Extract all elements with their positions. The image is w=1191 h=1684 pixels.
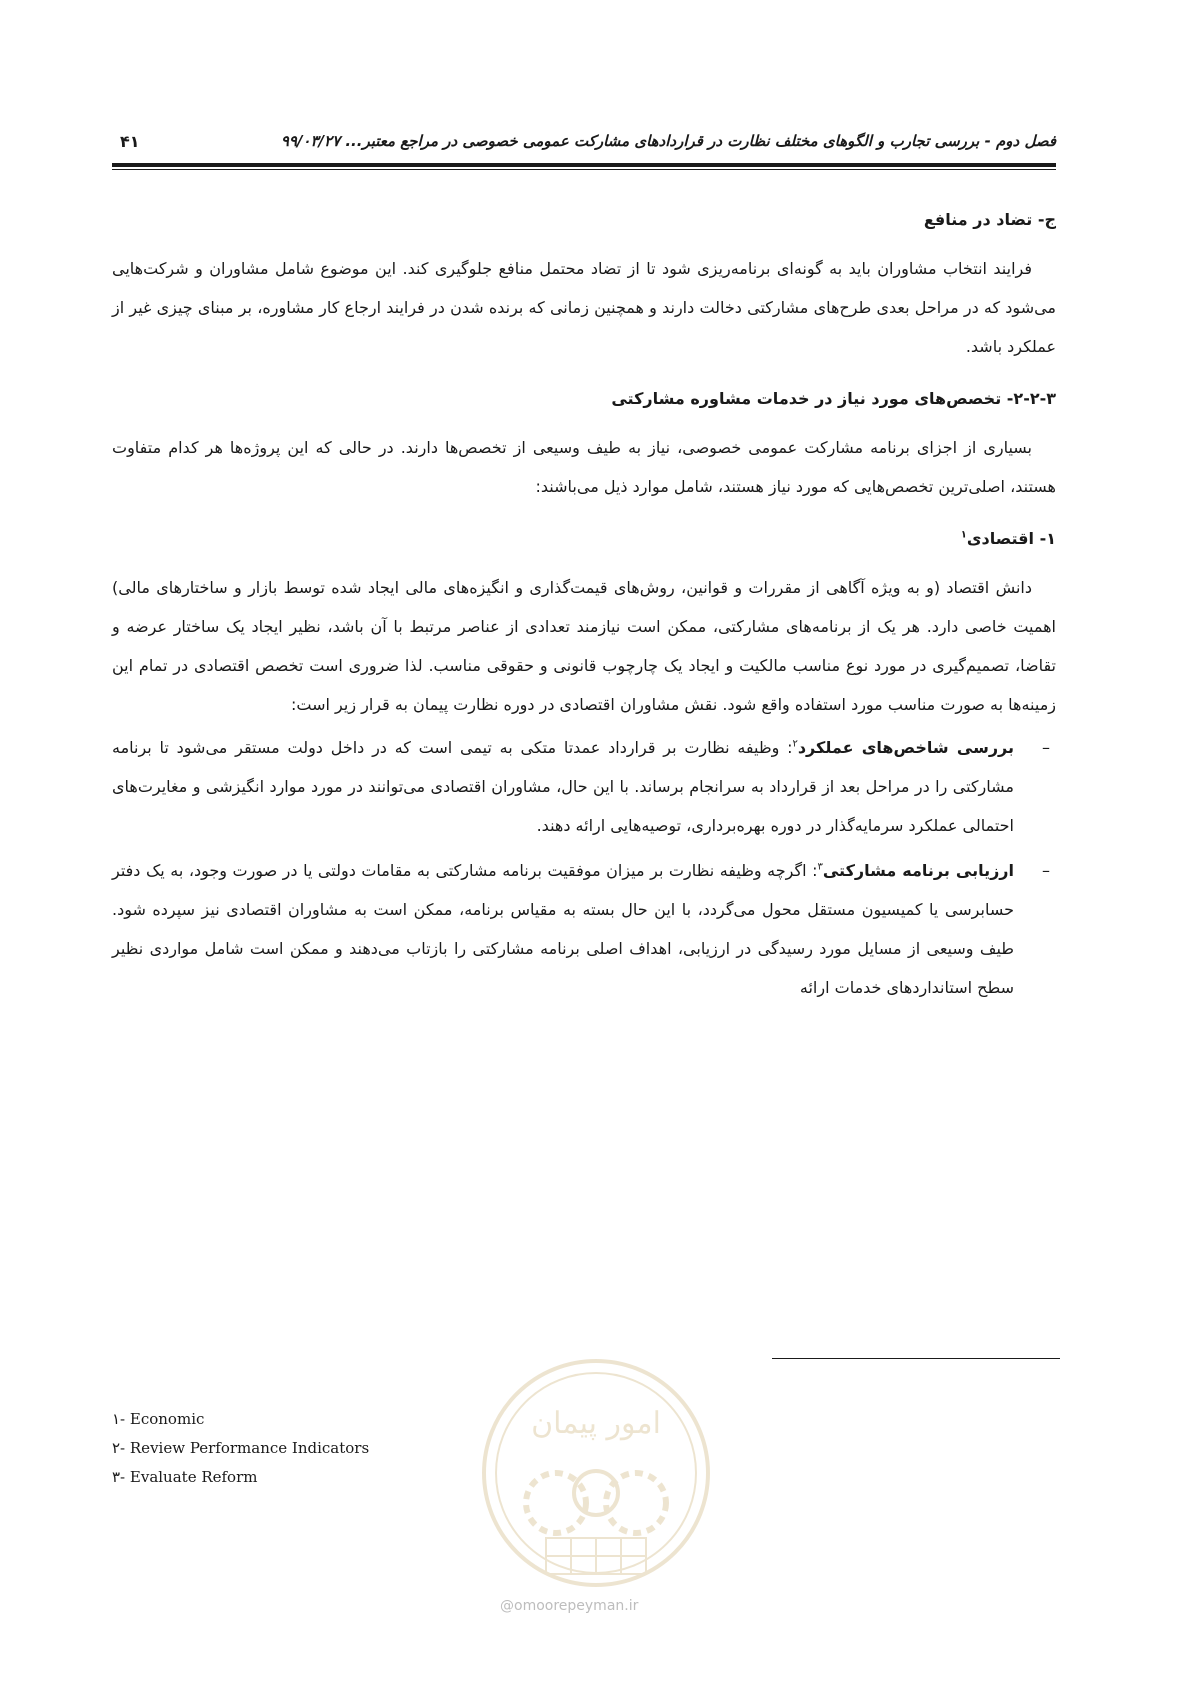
bullet-dash: – bbox=[1042, 861, 1050, 880]
watermark-logo-text: امور پیمان bbox=[531, 1406, 661, 1441]
paragraph-conflict-of-interest: فرایند انتخاب مشاوران باید به گونه‌ای برنامه‌ریزی شود تا از تضاد محتمل منافع جلوگیری کند. این موضوع شامل مشاوران و شرکت‌هایی می‌شود که در مراحل بعدی طرح‌های مشارکتی دخالت دارند و همچنین زمانی که برنده شدن در فرایند ارجاع کار مشاوره، بر مبنای چیزی غیر از عملکرد باشد. bbox=[112, 259, 1056, 356]
page-body bbox=[112, 205, 1056, 1013]
footnotes bbox=[112, 1405, 612, 1492]
header-rule-thin bbox=[112, 169, 1056, 170]
list-item bbox=[112, 851, 1056, 1007]
paragraph-economic: دانش اقتصاد (و به ویژه آگاهی از مقررات و قوانین، روش‌های قیمت‌گذاری و انگیزه‌های مالی ایجاد شده توسط بازار و ساختارهای مالی) اهمیت خاصی دارد. هر یک از برنامه‌های مشارکتی، ممکن است نیازمند تعدادی از عناصر مرتبط با آن باشد، نظیر ایجاد یک ساختار عرضه و تقاضا، تصمیم‌گیری در مورد نوع مناسب مالکیت و ایجاد یک چارچوب قانونی و حقوقی مناسب. لذا ضروری است تخصص اقتصادی در تمام این زمینه‌ها به صورت مناسب مورد استفاده واقع شود. نقش مشاوران اقتصادی در دوره نظارت پیمان به قرار زیر است: bbox=[112, 578, 1056, 714]
bullet-text: : وظیفه نظارت بر قرارداد عمدتا متکی به تیمی است که در داخل دولت مستقر می‌شود تا برنامه مشارکتی را در مراحل بعد از قرارداد به سرانجام برساند. با این حال، مشاوران اقتصادی می‌توانند در مورد موارد انگیزشی و مغایرت‌های احتمالی عملکرد سرمایه‌گذار در دوره بهره‌برداری، توصیه‌هایی ارائه دهند. bbox=[112, 738, 1014, 835]
footnote-1: ۱- Economic bbox=[112, 1410, 205, 1428]
footnote-2: ۲- Review Performance Indicators bbox=[112, 1439, 370, 1457]
watermark-url: @omoorepeyman.ir bbox=[500, 1598, 639, 1614]
heading-economic-text: ۱- اقتصادی bbox=[966, 529, 1056, 548]
footnote-ref-3: ۳ bbox=[817, 861, 823, 873]
bullet-label: بررسی شاخص‌های عملکرد bbox=[797, 738, 1014, 757]
footnote-ref-2: ۲ bbox=[792, 738, 798, 750]
list-item bbox=[112, 728, 1056, 845]
header-title: فصل دوم - بررسی تجارب و الگوهای مختلف نظارت در قراردادهای مشارکت عمومی خصوصی در مراجع معتبر... ۹۹/۰۳/۲۷ bbox=[280, 132, 1056, 150]
heading-required-expertise: ۲-۲-۳- تخصص‌های مورد نیاز در خدمات مشاوره مشارکتی bbox=[611, 389, 1056, 408]
footnote-ref-1: ۱ bbox=[960, 529, 967, 541]
footnote-3: ۳- Evaluate Reform bbox=[112, 1468, 258, 1486]
footnote-separator bbox=[772, 1358, 1060, 1359]
header-rule-thick bbox=[112, 163, 1056, 167]
paragraph-required-expertise: بسیاری از اجزای برنامه مشارکت عمومی خصوصی، نیاز به طیف وسیعی از تخصص‌ها دارند. در حالی که این پروژه‌ها هر کدام متفاوت هستند، اصلی‌ترین تخصص‌هایی که مورد نیاز هستند، شامل موارد ذیل می‌باشند: bbox=[112, 438, 1056, 496]
economic-roles-list bbox=[112, 728, 1056, 1007]
page-number: ۴۱ bbox=[120, 132, 140, 151]
bullet-dash: – bbox=[1042, 738, 1050, 757]
heading-economic bbox=[112, 524, 1056, 554]
heading-conflict-of-interest: ج- تضاد در منافع bbox=[923, 210, 1056, 229]
bullet-label: ارزیابی برنامه مشارکتی bbox=[822, 861, 1015, 880]
running-header bbox=[112, 128, 1056, 158]
bullet-text: : اگرچه وظیفه نظارت بر میزان موفقیت برنامه مشارکتی به مقامات دولتی یا در صورت وجود، به یک دفتر حسابرسی یا کمیسیون مستقل محول می‌گردد، با این حال بسته به مقیاس برنامه، ممکن است به مشاوران اقتصادی نیز سپرده شود. طیف وسیعی از مسایل مورد رسیدگی در ارزیابی، اهداف اصلی برنامه مشارکتی را بازتاب می‌دهند و ممکن است شامل مواردی نظیر سطح استانداردهای خدمات ارائه bbox=[112, 861, 1014, 997]
